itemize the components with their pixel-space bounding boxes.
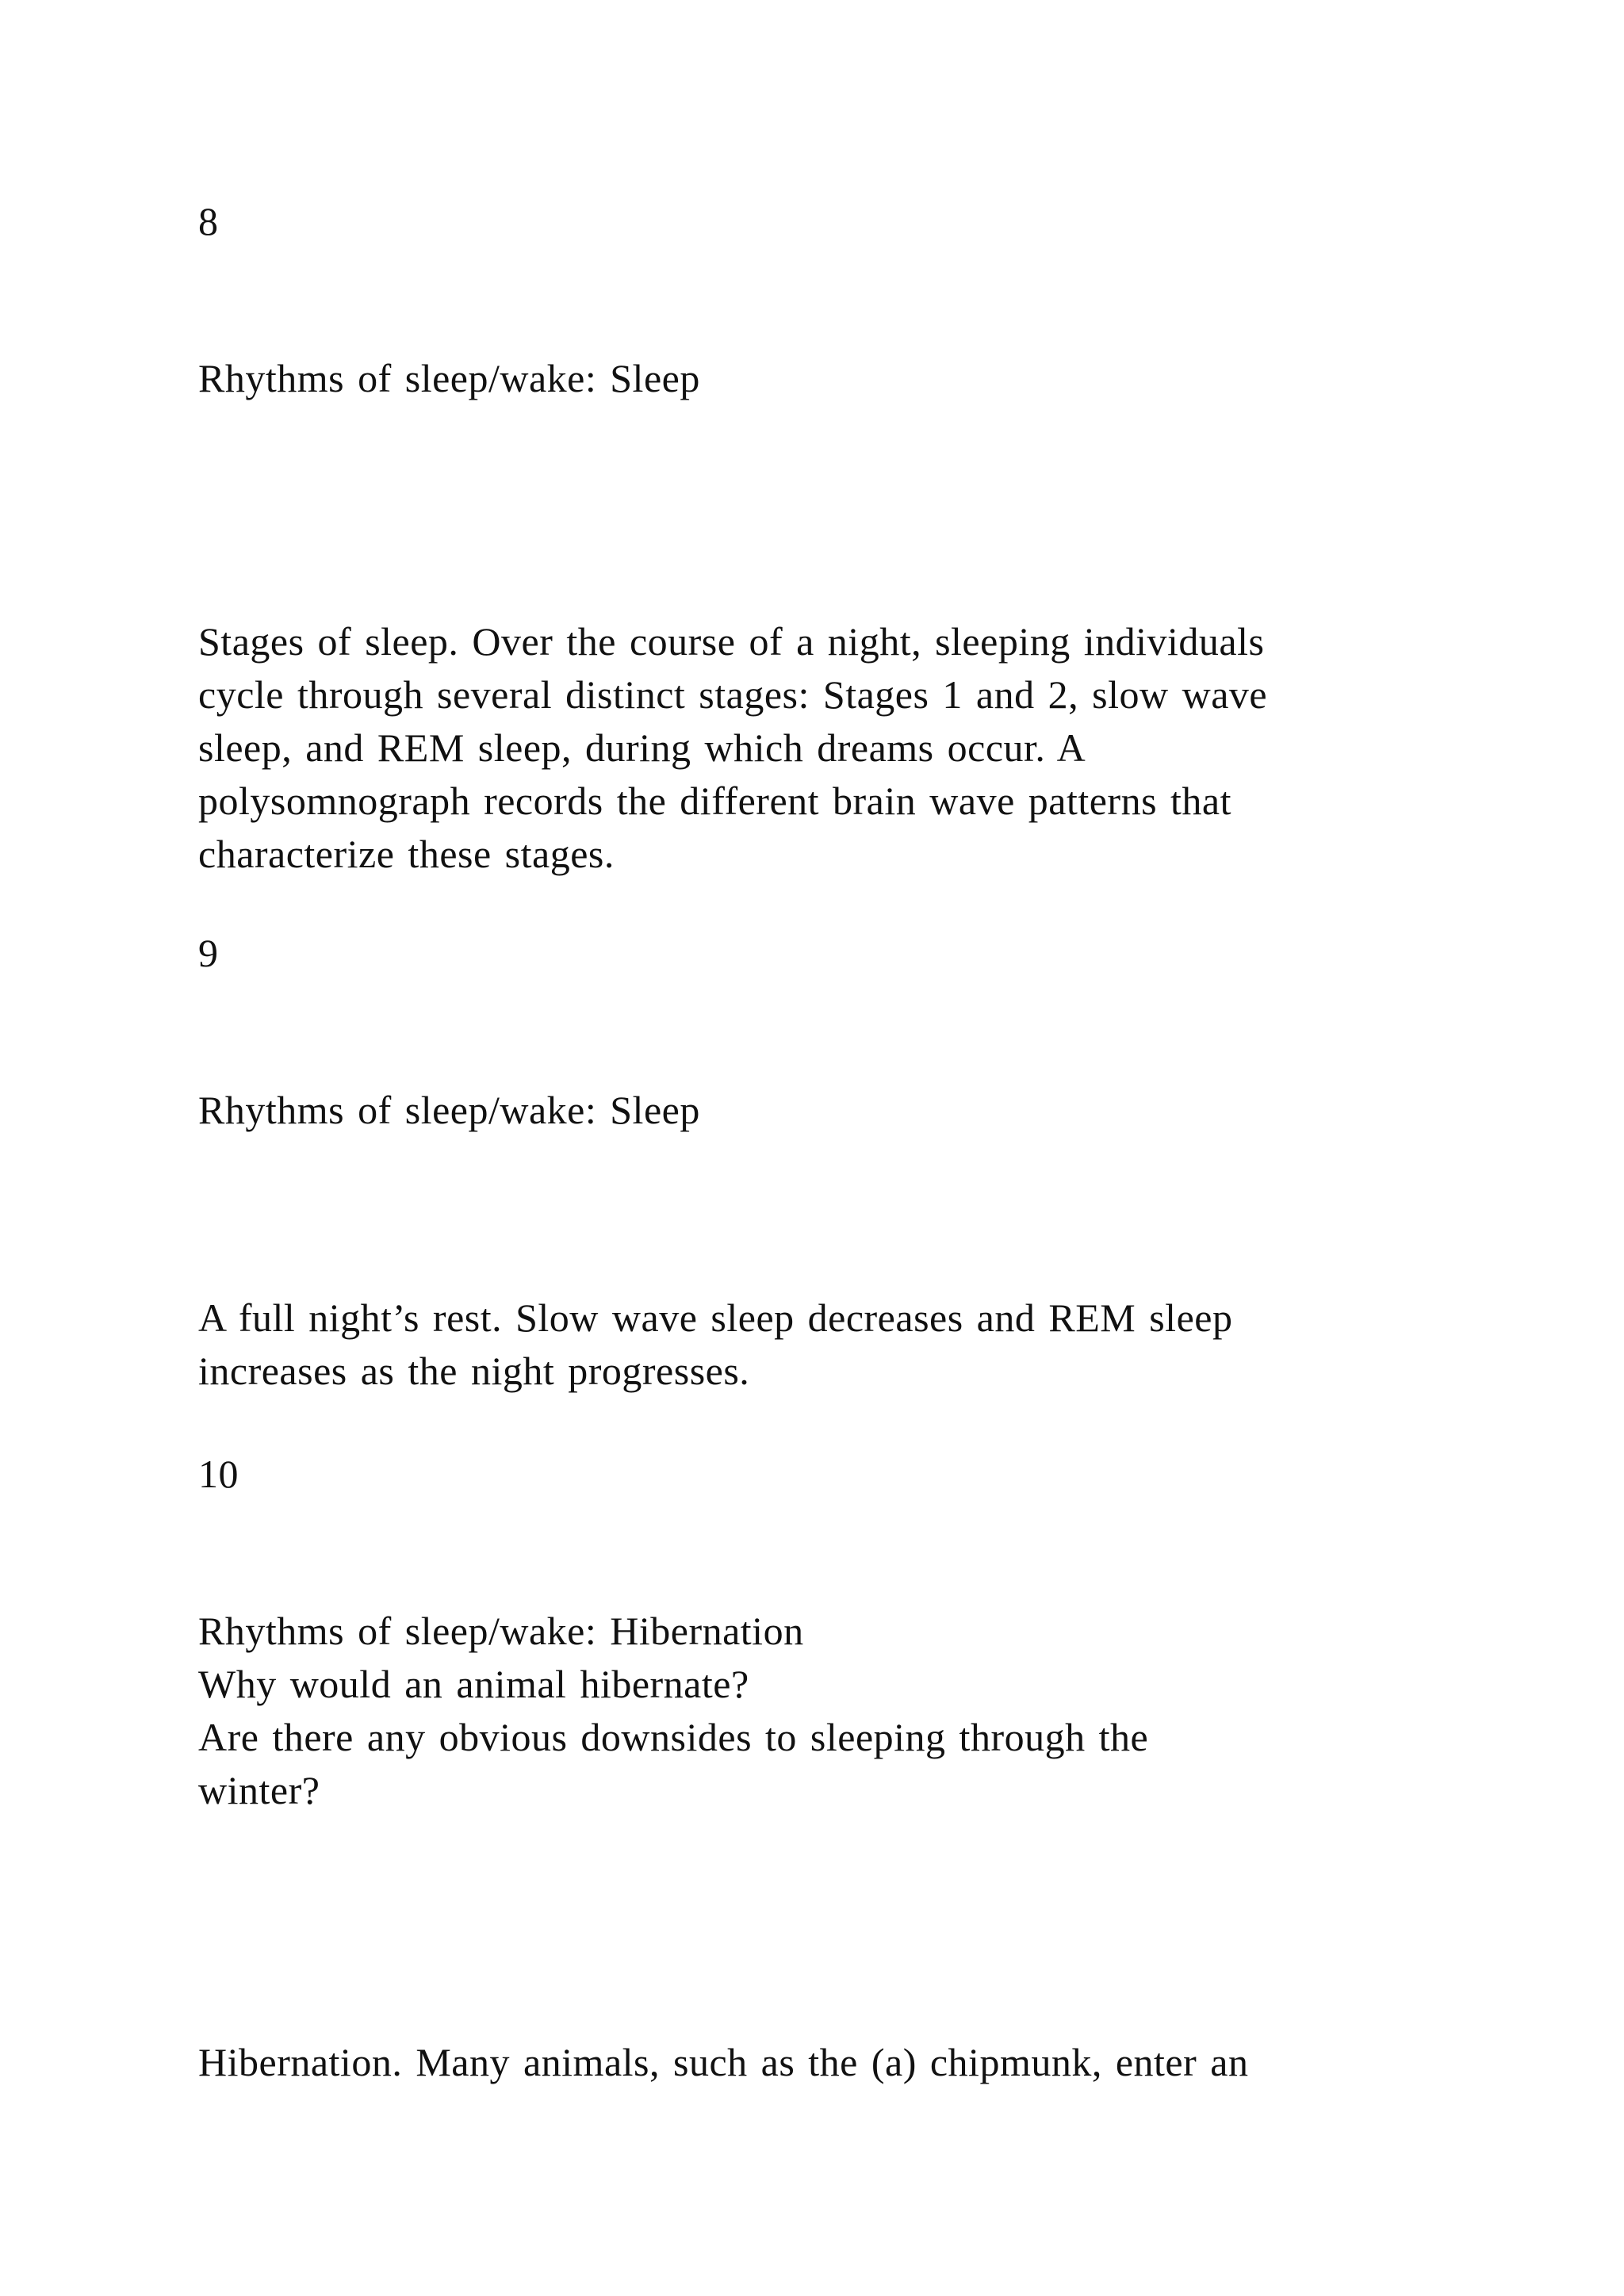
slide-title: Rhythms of sleep/wake: Hibernation xyxy=(198,1609,804,1653)
caption-line: polysomnograph records the different brain wave patterns that xyxy=(198,779,1232,823)
slide-title: Rhythms of sleep/wake: Sleep xyxy=(198,356,700,400)
slide-number: 8 xyxy=(198,199,219,243)
caption-line: Hibernation. Many animals, such as the (a) chipmunk, enter an xyxy=(198,2040,1249,2084)
caption-line: increases as the night progresses. xyxy=(198,1349,750,1393)
caption-line: sleep, and REM sleep, during which dreams occur. A xyxy=(198,725,1086,770)
body-line: Are there any obvious downsides to sleeping through the xyxy=(198,1715,1149,1759)
caption-line: cycle through several distinct stages: Stages 1 and 2, slow wave xyxy=(198,672,1268,717)
caption-line: A full night’s rest. Slow wave sleep decreases and REM sleep xyxy=(198,1295,1233,1340)
slide-number: 9 xyxy=(198,931,219,975)
slide-number: 10 xyxy=(198,1452,239,1496)
caption-line: Stages of sleep. Over the course of a night, sleeping individuals xyxy=(198,619,1265,664)
body-line: winter? xyxy=(198,1768,320,1812)
slide-title: Rhythms of sleep/wake: Sleep xyxy=(198,1088,700,1132)
caption-line: characterize these stages. xyxy=(198,832,615,876)
body-line: Why would an animal hibernate? xyxy=(198,1662,749,1706)
